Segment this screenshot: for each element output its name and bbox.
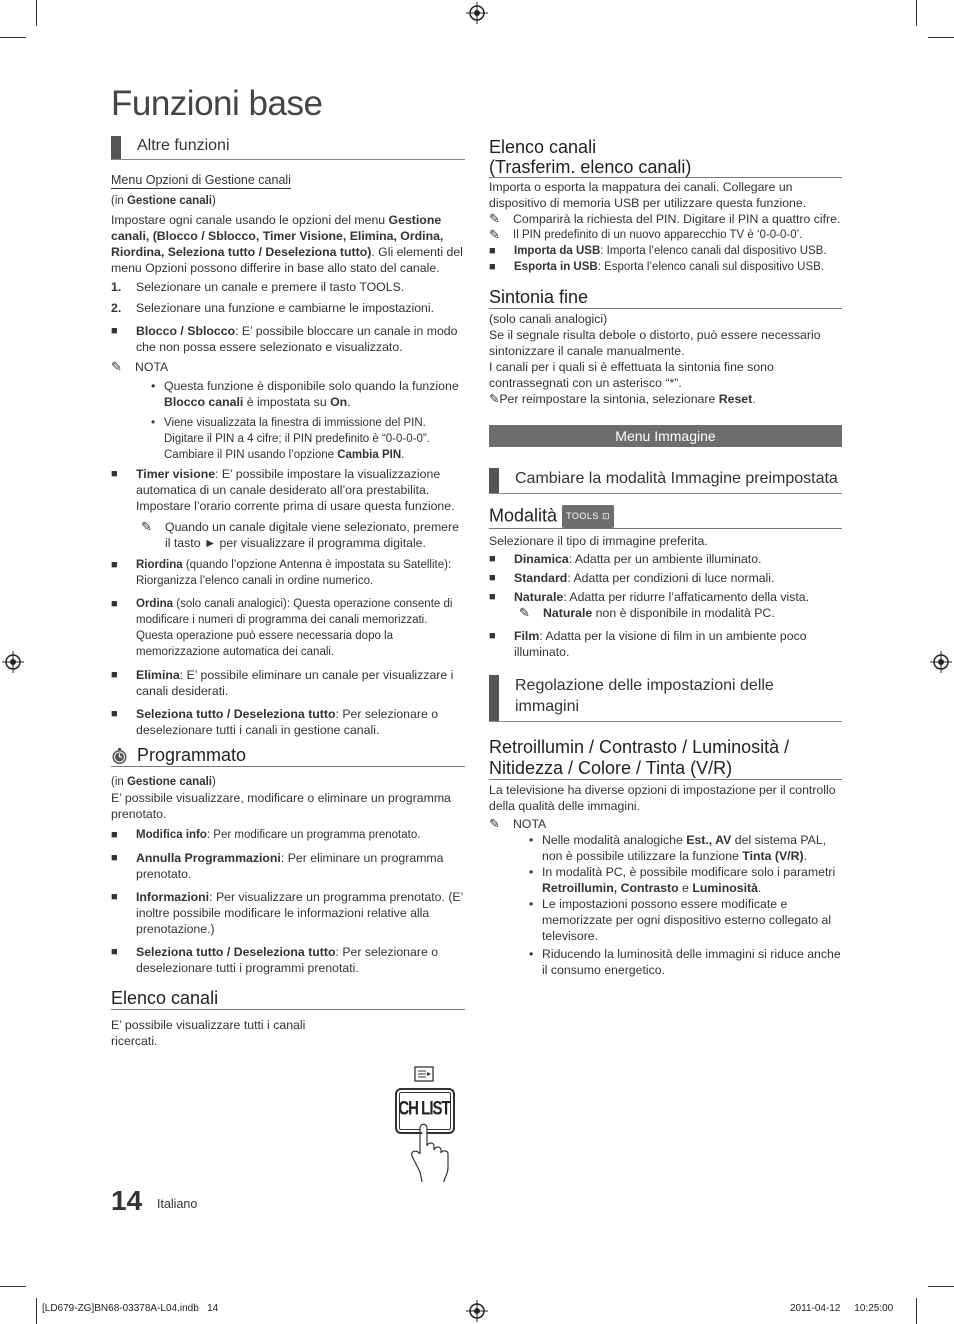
elenco-text: E’ possibile visualizzare tutti i canali ricercati.	[111, 1018, 306, 1048]
step-text-end: .	[400, 280, 405, 294]
prog-intro: E’ possibile visualizzare, modificare o eliminare un programma prenotato.	[111, 791, 451, 821]
crop-mark	[928, 37, 954, 38]
note-text: .	[803, 849, 807, 863]
elimina-label: Elimina	[136, 668, 180, 682]
note-text: .	[401, 449, 405, 461]
pencil-note-icon: ✎	[489, 816, 500, 831]
seleziona-label: Seleziona tutto / Deseleziona tutto	[136, 707, 336, 721]
mod-intro: Selezionare il tipo di immagine preferita.	[489, 534, 708, 548]
list-icon	[414, 1066, 434, 1082]
sint-line: Se il segnale risulta debole o distorto, può essere necessario sintonizzare il canale manualmente.	[489, 328, 821, 358]
note-text: Le impostazioni possono essere modificate e memorizzate per ogni dispositivo esterno collegato al televisore.	[542, 897, 832, 943]
trasferim-heading	[489, 137, 842, 178]
film-text: : Adatta per la visione di film in un ambiente poco illuminato.	[514, 629, 807, 659]
list-item	[529, 946, 842, 978]
modalita-heading	[489, 505, 842, 529]
timer-text: : E’ possibile impostare la visualizzazione automatica di un canale desiderato all’ora prestabilita. Impostare l’orario corrente prima di usare questa funzione.	[136, 467, 455, 513]
list-item	[111, 466, 465, 514]
note-text: .	[752, 392, 756, 406]
crop-mark	[916, 0, 917, 26]
reset-label: Reset	[718, 392, 753, 406]
note-text: .	[347, 395, 351, 409]
note-bold: Tinta (V/R)	[742, 849, 804, 863]
usb-list	[489, 243, 842, 275]
note-text: Riducendo la luminosità delle immagini si riduce anche il consumo energetico.	[542, 947, 841, 977]
crop-mark	[928, 1286, 954, 1287]
step-text: Selezionare un canale e premere il tasto	[136, 280, 360, 294]
in-label: (in	[111, 776, 127, 788]
list-item	[111, 827, 465, 843]
programmato-list	[111, 827, 465, 976]
pencil-note-icon: ✎	[141, 519, 152, 534]
list-item	[489, 243, 842, 259]
note-text: Viene visualizzata la finestra di immissione del PIN. Digitare il PIN a 4 cifre; il PIN predefinito è “0-0-0-0”. Cambiare il PIN usando l’opzione	[164, 417, 430, 461]
list-item	[111, 944, 465, 976]
step-text: Selezionare una funzione e cambiarne le impostazioni.	[136, 301, 435, 315]
blocco-label: Blocco / Sblocco	[136, 324, 236, 338]
step-number: 1.	[111, 280, 122, 294]
print-footer-right: 2011-04-12 10:25:00	[790, 1303, 894, 1314]
hand-pointer-icon	[400, 1120, 460, 1182]
list-item	[111, 596, 465, 660]
tools-badge	[562, 505, 614, 528]
cambiare-heading	[489, 468, 842, 494]
riordina-label: Riordina	[136, 559, 183, 571]
naturale-note	[519, 605, 842, 621]
note-text: Comparirà la richiesta del PIN. Digitare il PIN a quattro cifre.	[513, 212, 841, 226]
page-number: 14	[111, 1185, 143, 1216]
note-text: del sistema PAL, non è possibile utilizzare la funzione	[542, 833, 827, 863]
riordina-text: (quando l’opzione Antenna è impostata su Satellite): Riorganizza l’elenco canali in ordine numerico.	[136, 559, 452, 587]
menu-immagine-band: Menu Immagine	[489, 425, 842, 447]
ordina-text: (solo canali analogici): Questa operazione consente di modificare i numeri di programma dei canali memorizzati. Questa operazione può essere necessaria dopo la memorizzazione automatica dei canali.	[136, 598, 453, 658]
note-bold: Blocco canali	[164, 395, 244, 409]
pencil-note-icon: ✎	[489, 211, 500, 226]
heading-text: Cambiare la modalità Immagine preimpostata	[515, 470, 838, 487]
list-item	[111, 323, 465, 355]
nota-list	[151, 378, 465, 463]
tools-key: TOOLS	[359, 280, 401, 294]
crop-mark	[0, 37, 26, 38]
blocco-text: : E’ possibile bloccare un canale in modo che non possa essere selezionato e visualizzato.	[136, 324, 458, 354]
options-list	[111, 557, 465, 738]
list-item	[489, 570, 842, 586]
heading-text: Elenco canali	[111, 988, 219, 1008]
list-item	[111, 706, 465, 738]
intro-text-end: . Gli elementi del menu Opzioni possono differire in base allo stato del canale.	[111, 245, 463, 275]
altre-funzioni-heading	[111, 136, 465, 160]
trasf-note	[489, 211, 842, 227]
close-paren: )	[212, 776, 216, 788]
importa-text: : Importa l’elenco canali dal dispositivo USB.	[600, 245, 827, 257]
registration-mark-icon	[2, 651, 24, 673]
pencil-note-icon: ✎	[519, 605, 530, 620]
list-item	[151, 415, 465, 463]
intro-text: Impostare ogni canale usando le opzioni del menu	[111, 213, 389, 227]
note-bold: Luminosità	[692, 881, 758, 895]
heading-text: Retroillumin / Contrasto / Luminosità / Nitidezza / Colore / Tinta (V/R)	[489, 737, 790, 778]
annulla-text: : Per eliminare un programma prenotato.	[136, 851, 444, 881]
note-bold: Retroillumin, Contrasto	[542, 881, 679, 895]
gestione-canali: Gestione canali	[126, 195, 212, 207]
modalita-list	[489, 628, 842, 660]
tools-icon: ⊡	[601, 511, 610, 521]
menu-opzioni-title: Menu Opzioni di Gestione canali	[111, 173, 291, 187]
heading-text: Programmato	[137, 745, 247, 765]
print-footer-left: [LD679-ZG]BN68-03378A-L04.indb 14	[42, 1303, 219, 1314]
note-bold: On	[330, 395, 348, 409]
sint-line: I canali per i quali si è effettuata la sintonia fine sono contrassegnati con un asterisco “*”.	[489, 360, 774, 390]
heading-text: Regolazione delle impostazioni delle immagini	[515, 677, 774, 715]
list-item	[489, 259, 842, 275]
crop-mark	[0, 1286, 26, 1287]
heading-text: Sintonia fine	[489, 287, 589, 307]
note-text: .	[757, 881, 762, 895]
language-label: Italiano	[157, 1197, 198, 1211]
pencil-note-icon: ✎	[489, 392, 500, 406]
nota-block	[111, 359, 465, 375]
list-item	[111, 850, 465, 882]
sint-line	[489, 391, 842, 407]
dinamica-text: : Adatta per un ambiente illuminato.	[568, 552, 762, 566]
list-item	[111, 557, 465, 589]
retro-nota-list	[529, 832, 842, 978]
registration-mark-icon	[466, 2, 488, 24]
trasf-text: Importa o esporta la mappatura dei canali. Collegare un dispositivo di memoria USB per utilizzare questa funzione.	[489, 180, 807, 210]
step-item	[111, 279, 465, 295]
sintonia-fine-heading	[489, 287, 842, 309]
note-text: Nelle modalità analogiche	[542, 833, 687, 847]
list-item	[111, 889, 465, 937]
nota-label: NOTA	[135, 360, 169, 374]
crop-mark	[916, 1298, 917, 1324]
note-text: Per reimpostare la sintonia, selezionare	[499, 392, 719, 406]
in-label: (in	[111, 195, 127, 207]
programmato-heading	[111, 745, 465, 767]
list-item	[111, 667, 465, 699]
clock-icon	[111, 748, 128, 765]
note-bold: Est., AV	[686, 833, 732, 847]
modifica-label: Modifica info	[136, 829, 207, 841]
note-text: non è disponibile in modalità PC.	[592, 606, 775, 620]
standard-text: : Adatta per condizioni di luce normali.	[567, 571, 775, 585]
list-item	[529, 896, 842, 944]
note-bold: Cambia PIN	[337, 449, 402, 461]
pencil-note-icon: ✎	[489, 227, 500, 242]
sint-line: (solo canali analogici)	[489, 312, 608, 326]
left-column	[111, 136, 465, 1049]
regolazione-heading	[489, 675, 842, 722]
intro-bold: Gestione canali, (Blocco / Sblocco, Timer Visione, Elimina, Ordina, Riordina, Seleziona tutto / Deseleziona tutto)	[111, 213, 444, 259]
heading-text: Modalità	[489, 505, 558, 526]
crop-mark	[36, 1298, 37, 1324]
heading-text: Elenco canali	[489, 137, 597, 157]
info-text: : Per visualizzare un programma prenotato. (E’ inoltre possibile modificare le informazioni relative alla prenotazione.)	[136, 890, 463, 936]
pencil-note-icon: ✎	[111, 359, 122, 374]
right-column	[489, 137, 842, 978]
list-item	[489, 628, 842, 660]
timer-label: Timer visione	[136, 467, 216, 481]
note-text: è impostata su	[243, 395, 331, 409]
retroillumin-heading	[489, 737, 842, 780]
in-gestione-line	[111, 192, 465, 209]
tools-badge-label: TOOLS	[566, 511, 599, 521]
note-text: In modalità PC, è possibile modificare solo i parametri	[542, 865, 836, 879]
step-number: 2.	[111, 301, 122, 315]
seleziona-text: : Per selezionare o deselezionare tutti i programmi prenotati.	[136, 945, 439, 975]
steps-list	[111, 279, 465, 316]
list-item	[529, 864, 842, 896]
modalita-list	[489, 551, 842, 605]
ch-list-button-illustration	[392, 1064, 462, 1182]
retro-text: La televisione ha diverse opzioni di impostazione per il controllo della qualità delle immagini.	[489, 783, 836, 813]
annulla-label: Annulla Programmazioni	[136, 851, 281, 865]
ordina-label: Ordina	[136, 598, 174, 610]
nota-label: NOTA	[513, 817, 547, 831]
note-text: Il PIN predefinito di un nuovo apparecchio TV è ‘0-0-0-0’.	[513, 229, 803, 241]
standard-label: Standard	[514, 571, 568, 585]
modifica-text: : Per modificare un programma prenotato.	[206, 829, 421, 841]
naturale-label: Naturale	[514, 590, 564, 604]
esporta-label: Esporta in USB	[514, 261, 598, 273]
timer-note	[141, 519, 465, 551]
elenco-canali-heading	[111, 988, 465, 1010]
note-text: Questa funzione è disponibile solo quando la funzione	[164, 379, 459, 393]
dinamica-label: Dinamica	[514, 552, 569, 566]
options-list	[111, 466, 465, 514]
info-label: Informazioni	[136, 890, 210, 904]
step-item	[111, 300, 465, 316]
menu-opzioni-block	[111, 172, 465, 188]
gestione-canali: Gestione canali	[126, 776, 212, 788]
note-text: e	[678, 881, 693, 895]
list-item	[151, 378, 465, 410]
seleziona-label: Seleziona tutto / Deseleziona tutto	[136, 945, 336, 959]
options-list	[111, 323, 465, 355]
heading-text: Altre funzioni	[137, 137, 230, 154]
crop-mark	[36, 0, 37, 26]
in-gestione-line	[111, 773, 465, 790]
trasf-note	[489, 227, 842, 243]
registration-mark-icon	[930, 651, 952, 673]
registration-mark-icon	[466, 1300, 488, 1322]
list-item	[489, 589, 842, 605]
elimina-text: : E’ possibile eliminare un canale per visualizzare i canali desiderati.	[136, 668, 454, 698]
seleziona-text: : Per selezionare o deselezionare tutti i canali in gestione canali.	[136, 707, 439, 737]
note-text: Quando un canale digitale viene selezionato, premere il tasto ► per visualizzare il programma digitale.	[165, 520, 459, 550]
importa-label: Importa da USB	[514, 245, 601, 257]
naturale-text: : Adatta per ridurre l’affaticamento della vista.	[563, 590, 810, 604]
close-paren: )	[212, 195, 216, 207]
list-item	[489, 551, 842, 567]
nota-block	[489, 816, 842, 832]
film-label: Film	[514, 629, 540, 643]
page-title: Funzioni base	[111, 84, 323, 123]
list-item	[529, 832, 842, 864]
esporta-text: : Esporta l’elenco canali sul dispositivo USB.	[597, 261, 824, 273]
ch-list-label: CH LIST	[398, 1097, 450, 1120]
note-bold: Naturale	[543, 606, 593, 620]
menu-intro	[111, 212, 465, 276]
heading-text: (Trasferim. elenco canali)	[489, 157, 692, 177]
